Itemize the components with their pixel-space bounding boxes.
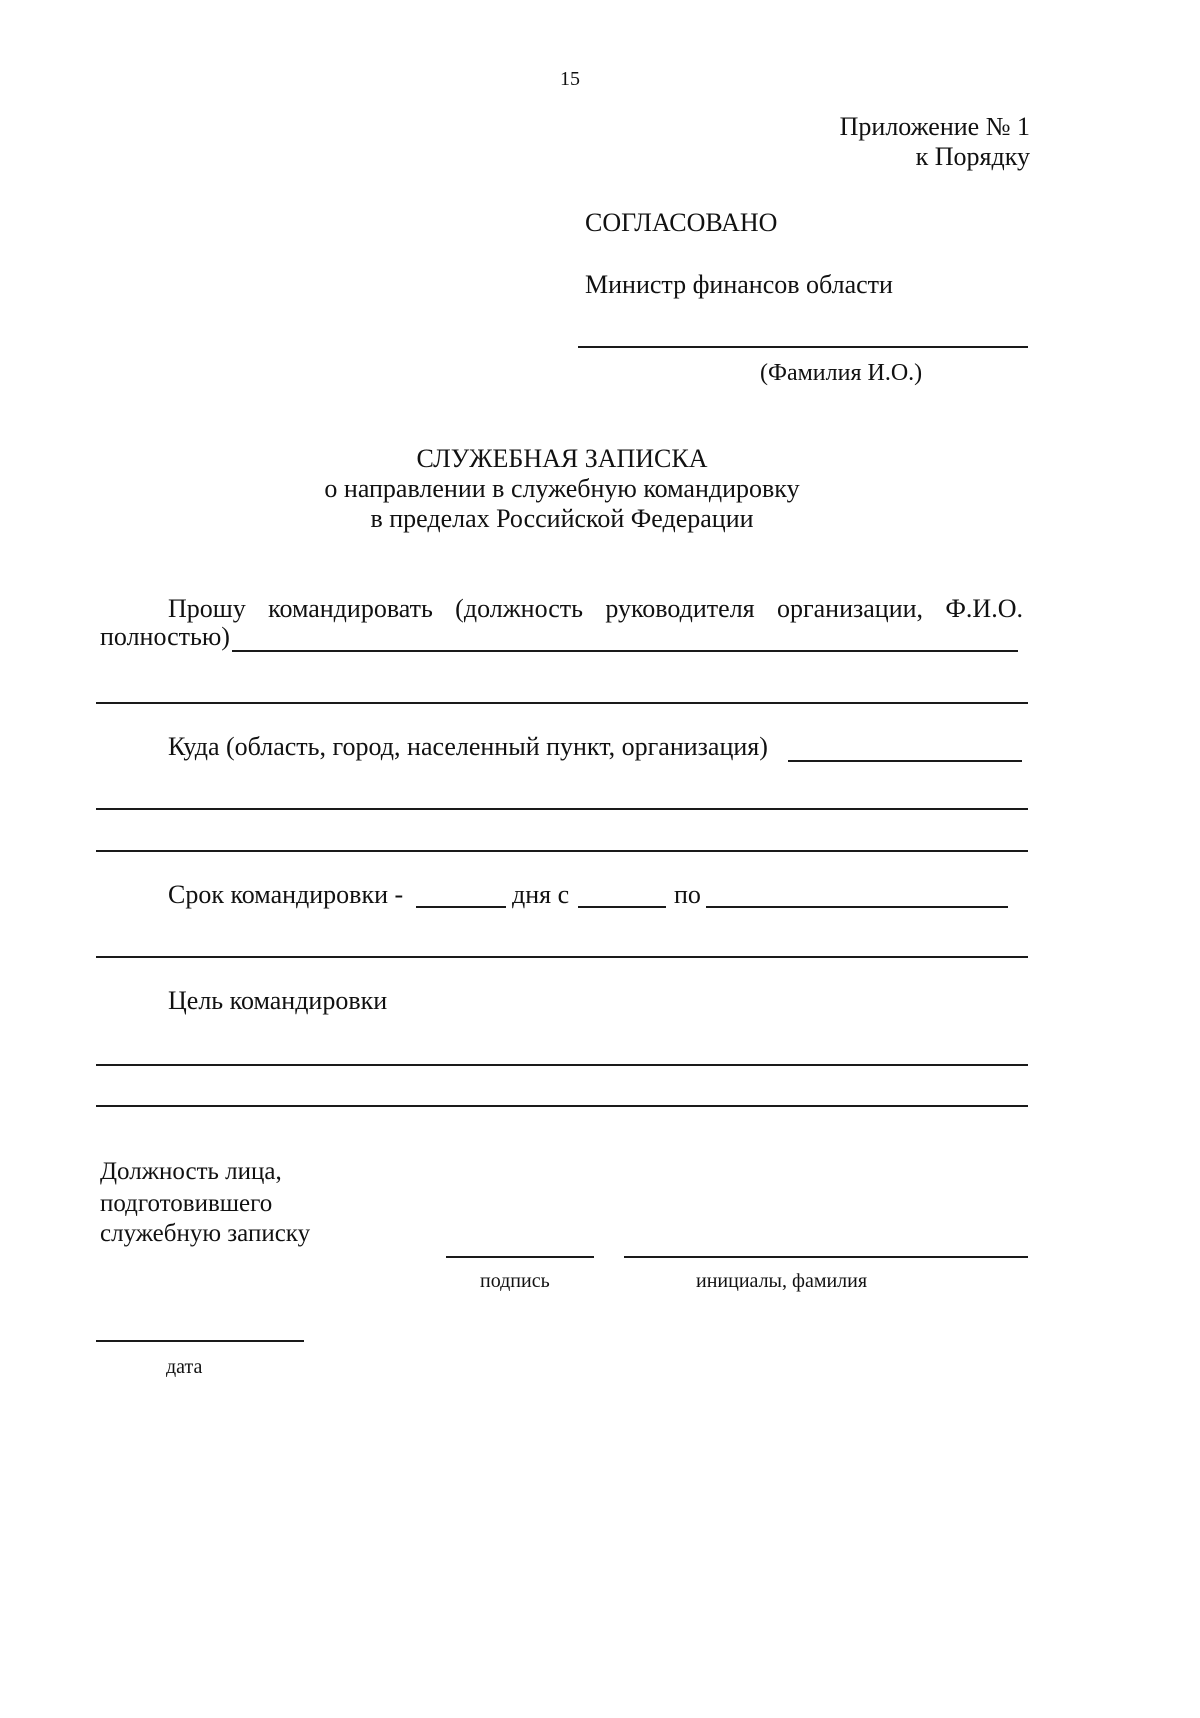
page-number: 15 — [560, 68, 580, 90]
destination-fill-line-2 — [96, 808, 1028, 810]
term-label: Срок командировки - — [168, 880, 404, 909]
purpose-fill-line-2 — [96, 1105, 1028, 1107]
term-to-label: по — [674, 880, 701, 909]
preparer-label-line-2: подготовившего — [100, 1190, 273, 1217]
appendix-line-1: Приложение № 1 — [839, 112, 1030, 141]
approver-name-caption: (Фамилия И.О.) — [760, 360, 923, 386]
purpose-fill-line-1 — [96, 1064, 1028, 1066]
term-fill-line-2 — [96, 956, 1028, 958]
document-subtitle-1: о направлении в служебную командировку — [324, 474, 800, 503]
approval-position: Министр финансов области — [585, 270, 893, 299]
request-fill-line-2 — [96, 702, 1028, 704]
initials-line — [624, 1256, 1028, 1258]
approval-title: СОГЛАСОВАНО — [585, 208, 778, 237]
document-title: СЛУЖЕБНАЯ ЗАПИСКА — [416, 444, 708, 473]
initials-caption: инициалы, фамилия — [696, 1270, 868, 1292]
term-days-fill-line — [416, 906, 506, 908]
request-text-line-1: Прошу командировать (должность руководителя организации, Ф.И.О. — [168, 594, 1023, 623]
destination-fill-line-3 — [96, 850, 1028, 852]
preparer-label-line-1: Должность лица, — [100, 1158, 282, 1185]
appendix-line-2: к Порядку — [915, 142, 1030, 171]
date-caption: дата — [166, 1356, 203, 1378]
request-fill-line-1 — [232, 650, 1018, 652]
term-to-fill-line — [706, 906, 1008, 908]
signature-caption: подпись — [480, 1270, 550, 1292]
preparer-label-line-3: служебную записку — [100, 1220, 311, 1247]
document-subtitle-2: в пределах Российской Федерации — [370, 504, 754, 533]
purpose-label: Цель командировки — [168, 986, 388, 1015]
date-line — [96, 1340, 304, 1342]
term-from-fill-line — [578, 906, 666, 908]
signature-line — [446, 1256, 594, 1258]
request-text-line-2: полностью) — [100, 622, 230, 651]
destination-fill-line-1 — [788, 760, 1022, 762]
term-days-label: дня с — [512, 880, 570, 909]
destination-label: Куда (область, город, населенный пункт, организация) — [168, 732, 768, 761]
approver-signature-line — [578, 346, 1028, 348]
